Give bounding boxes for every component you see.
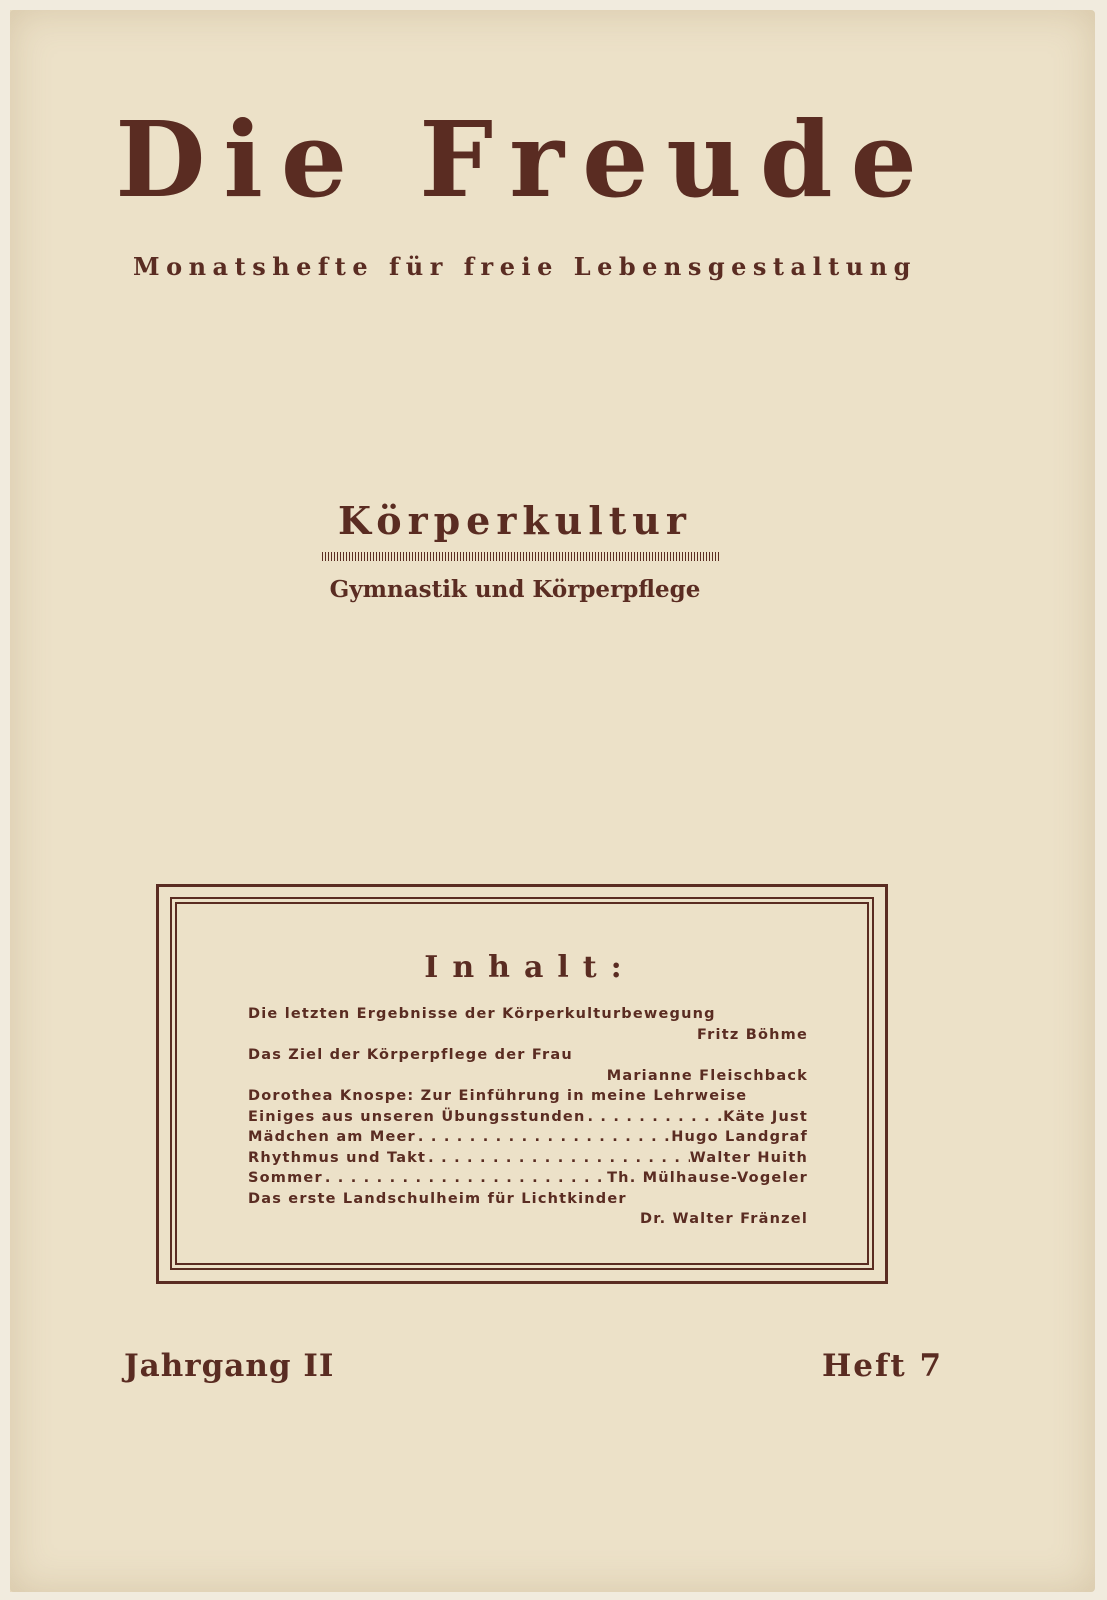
section-subtitle: Gymnastik und Körperpflege xyxy=(329,576,701,603)
toc-entry-title: Rhythmus und Takt xyxy=(248,1149,427,1166)
toc-entry xyxy=(248,1189,808,1210)
toc-entry xyxy=(248,1127,808,1148)
toc-leader-dots xyxy=(323,1168,607,1189)
section-divider xyxy=(322,552,719,561)
toc-entry-author: Marianne Fleischback xyxy=(606,1067,808,1084)
toc-entry-title: Mädchen am Meer xyxy=(248,1129,416,1145)
table-of-contents xyxy=(248,1004,808,1230)
issue-label: Heft 7 xyxy=(822,1348,944,1384)
toc-entry-author: Th. Mülhause-Vogeler xyxy=(607,1170,808,1186)
toc-leader-dots xyxy=(426,1148,690,1169)
toc-entry xyxy=(248,1004,808,1025)
toc-entry-author: Dr. Walter Fränzel xyxy=(640,1211,808,1227)
toc-entry-author: Walter Huith xyxy=(689,1149,808,1166)
toc-entry xyxy=(248,1148,808,1169)
section-title: Körperkultur xyxy=(338,498,692,543)
toc-entry xyxy=(248,1045,808,1066)
magazine-title: Die Freude xyxy=(115,98,935,221)
contents-heading: Inhalt: xyxy=(424,950,636,985)
toc-entry-author: Hugo Landgraf xyxy=(671,1129,808,1145)
volume-label: Jahrgang II xyxy=(124,1348,335,1384)
toc-entry-title: Das Ziel der Körperpflege der Frau xyxy=(248,1047,573,1063)
toc-entry xyxy=(248,1086,808,1107)
toc-entry-title: Dorothea Knospe: Zur Einführung in meine Lehrweise xyxy=(248,1088,748,1104)
toc-leader-dots xyxy=(585,1107,723,1128)
toc-entry xyxy=(248,1107,808,1128)
toc-entry-author: Fritz Böhme xyxy=(697,1026,808,1043)
toc-entry-title: Sommer xyxy=(248,1170,323,1186)
toc-entry-title: Die letzten Ergebnisse der Körperkulturbewegung xyxy=(248,1006,716,1022)
toc-entry-title: Einiges aus unseren Übungsstunden xyxy=(248,1108,586,1125)
toc-entry-author: Käte Just xyxy=(723,1108,808,1125)
magazine-subtitle: Monatshefte für freie Lebensgestaltung xyxy=(133,252,917,281)
toc-leader-dots xyxy=(416,1127,671,1148)
toc-entry-title: Das erste Landschulheim für Lichtkinder xyxy=(248,1190,627,1207)
toc-entry xyxy=(248,1168,808,1189)
